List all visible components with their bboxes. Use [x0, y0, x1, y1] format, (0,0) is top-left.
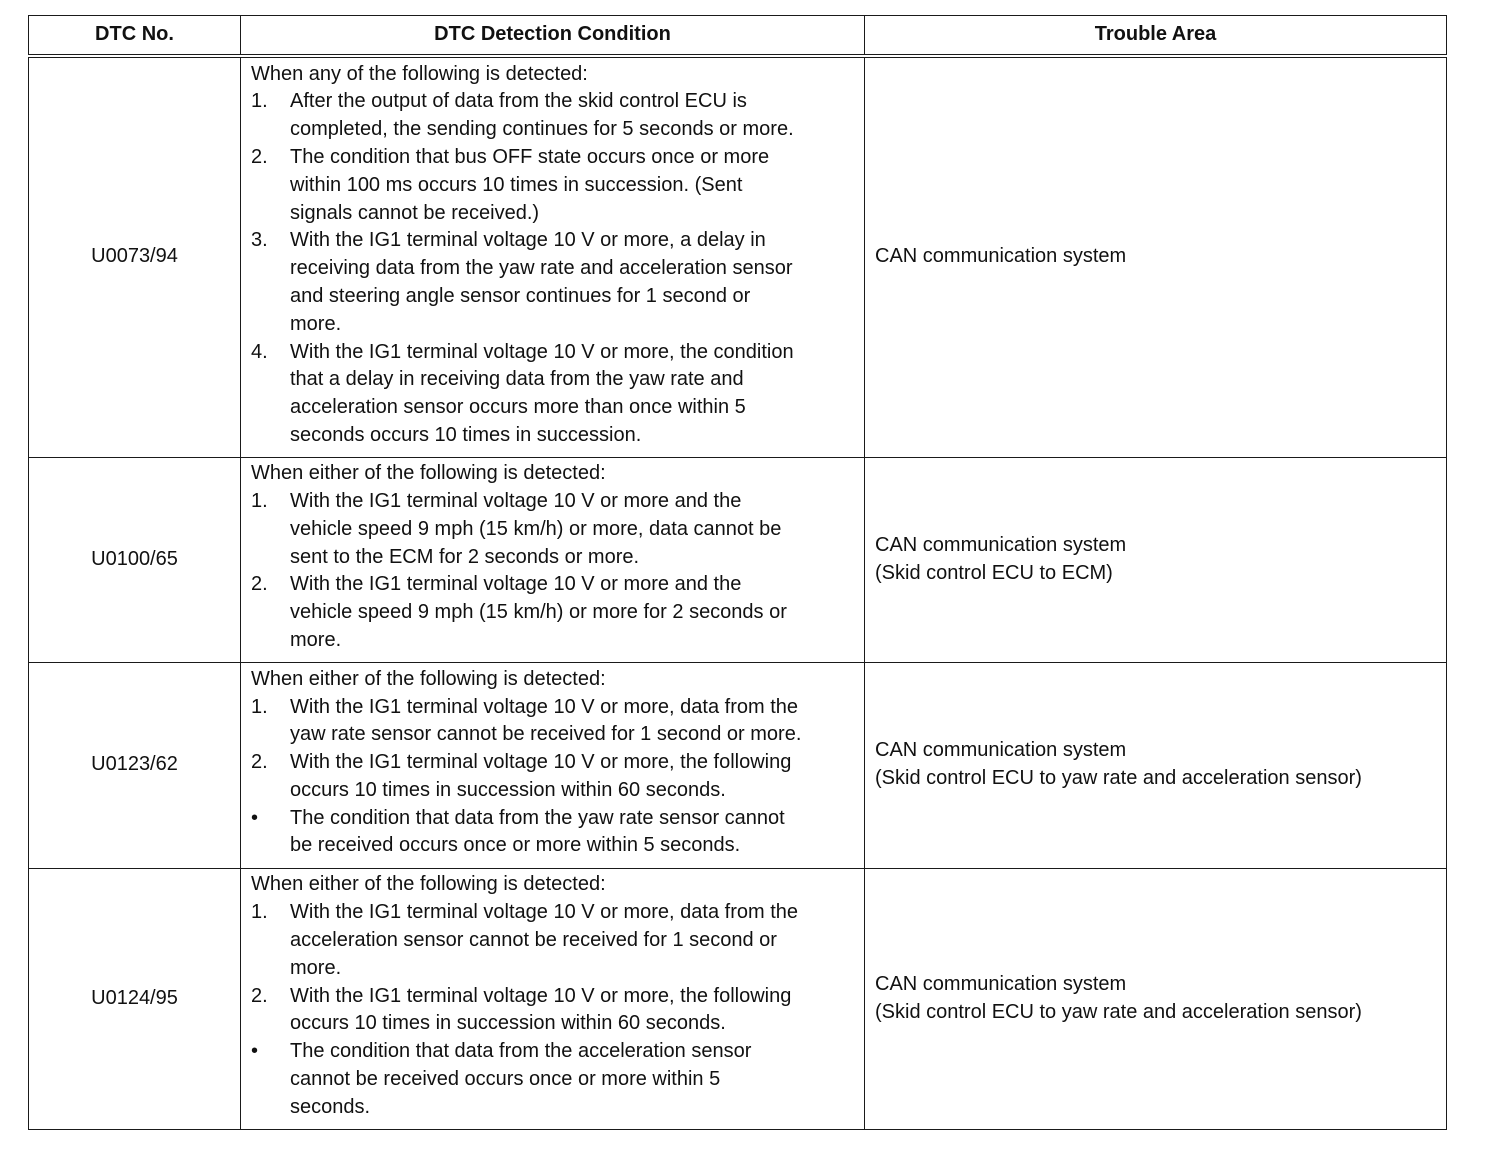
condition-line: With the IG1 terminal voltage 10 V or more, the following	[290, 984, 792, 1007]
trouble-area	[865, 457, 1447, 662]
condition-item-marker: 2.	[251, 146, 268, 169]
dtc-code: U0073/94	[29, 56, 241, 457]
condition-item	[251, 571, 856, 654]
condition-item-text	[290, 899, 856, 982]
condition-item-text	[290, 983, 856, 1039]
condition-line: receiving data from the yaw rate and acceleration sensor	[290, 257, 793, 280]
condition-item	[251, 144, 856, 227]
condition-line: sent to the ECM for 2 seconds or more.	[290, 545, 640, 568]
condition-line: seconds occurs 10 times in succession.	[290, 424, 642, 447]
condition-item-marker: 2.	[251, 751, 268, 774]
condition-line: With the IG1 terminal voltage 10 V or more, the condition	[290, 340, 794, 363]
trouble-area-line: (Skid control ECU to ECM)	[875, 561, 1113, 584]
condition-line: cannot be received occurs once or more within 5	[290, 1067, 721, 1090]
condition-line: more.	[290, 312, 342, 335]
condition-item-text	[290, 227, 856, 338]
condition-line: acceleration sensor occurs more than once within 5	[290, 396, 746, 419]
condition-item-marker: 4.	[251, 340, 268, 363]
condition-line: The condition that bus OFF state occurs once or more	[290, 146, 770, 169]
condition-line: more.	[290, 628, 342, 651]
condition-item-text	[290, 88, 856, 144]
condition-item-text	[290, 805, 856, 861]
condition-item-marker: 1.	[251, 490, 268, 512]
table-row	[29, 457, 1447, 662]
condition-intro: When either of the following is detected:	[251, 667, 606, 690]
condition-line: vehicle speed 9 mph (15 km/h) or more, data cannot be	[290, 517, 782, 540]
condition-item	[251, 899, 856, 982]
condition-line: With the IG1 terminal voltage 10 V or more, data from the	[290, 901, 799, 924]
trouble-area	[865, 56, 1447, 457]
condition-intro: When either of the following is detected:	[251, 873, 606, 896]
condition-item	[251, 805, 856, 861]
table-body	[29, 56, 1447, 1129]
detection-condition	[241, 457, 865, 662]
condition-line: acceleration sensor cannot be received for 1 second or	[290, 929, 777, 951]
condition-line: With the IG1 terminal voltage 10 V or more and the	[290, 573, 742, 596]
header-trouble-area: Trouble Area	[865, 16, 1447, 57]
condition-item-text	[290, 144, 856, 227]
detection-condition	[241, 868, 865, 1129]
condition-line: The condition that data from the yaw rate sensor cannot	[290, 806, 785, 829]
trouble-area-line: (Skid control ECU to yaw rate and acceleration sensor)	[875, 767, 1362, 789]
condition-item	[251, 749, 856, 805]
condition-line: more.	[290, 956, 342, 979]
trouble-area-line: CAN communication system	[875, 739, 1127, 762]
dtc-code: U0123/62	[29, 662, 241, 868]
header-detection-condition: DTC Detection Condition	[241, 16, 865, 57]
condition-item-marker: 2.	[251, 573, 268, 596]
condition-line: The condition that data from the acceleration sensor	[290, 1040, 752, 1063]
condition-item-text	[290, 749, 856, 805]
condition-intro: When any of the following is detected:	[251, 62, 588, 85]
dtc-table	[28, 15, 1447, 1130]
condition-item-marker: 1.	[251, 90, 268, 113]
condition-line: occurs 10 times in succession within 60 seconds.	[290, 1012, 726, 1035]
condition-item	[251, 694, 856, 750]
condition-line: occurs 10 times in succession within 60 seconds.	[290, 778, 726, 801]
table-row	[29, 56, 1447, 457]
condition-item-marker: 3.	[251, 229, 268, 252]
condition-item-text	[290, 488, 856, 571]
condition-item	[251, 983, 856, 1039]
table-row	[29, 868, 1447, 1129]
trouble-area-line: CAN communication system	[875, 533, 1127, 556]
condition-line: vehicle speed 9 mph (15 km/h) or more for 2 seconds or	[290, 601, 787, 624]
condition-item	[251, 1038, 856, 1121]
dtc-code: U0100/65	[29, 457, 241, 662]
condition-line: within 100 ms occurs 10 times in succession. (Sent	[290, 173, 743, 196]
trouble-area	[865, 662, 1447, 868]
condition-item-text	[290, 1038, 856, 1121]
trouble-area	[865, 868, 1447, 1129]
trouble-area-line: CAN communication system	[875, 972, 1127, 995]
condition-line: With the IG1 terminal voltage 10 V or more, data from the	[290, 695, 799, 718]
condition-line: With the IG1 terminal voltage 10 V or more, the following	[290, 751, 792, 774]
condition-item	[251, 339, 856, 450]
condition-item-marker: •	[251, 806, 259, 829]
condition-item-marker: 1.	[251, 901, 268, 924]
detection-condition	[241, 662, 865, 868]
header-dtc-no: DTC No.	[29, 16, 241, 57]
trouble-area-line: CAN communication system	[875, 245, 1127, 268]
condition-item-marker: •	[251, 1040, 259, 1063]
condition-item	[251, 227, 856, 338]
condition-line: be received occurs once or more within 5 seconds.	[290, 834, 741, 857]
condition-item-marker: 1.	[251, 695, 268, 718]
dtc-code: U0124/95	[29, 868, 241, 1129]
condition-item-marker: 2.	[251, 984, 268, 1007]
condition-item	[251, 88, 856, 144]
table-row	[29, 662, 1447, 868]
condition-line: With the IG1 terminal voltage 10 V or more, a delay in	[290, 229, 766, 252]
trouble-area-line: (Skid control ECU to yaw rate and acceleration sensor)	[875, 1000, 1362, 1023]
condition-line: seconds.	[290, 1095, 371, 1118]
condition-line: that a delay in receiving data from the yaw rate and	[290, 368, 744, 391]
condition-intro: When either of the following is detected:	[251, 462, 606, 485]
condition-item	[251, 488, 856, 571]
condition-item-text	[290, 694, 856, 750]
condition-line: With the IG1 terminal voltage 10 V or more and the	[290, 490, 742, 512]
condition-line: and steering angle sensor continues for 1 second or	[290, 285, 751, 308]
condition-line: signals cannot be received.)	[290, 201, 540, 224]
header-row	[29, 16, 1447, 57]
detection-condition	[241, 56, 865, 457]
condition-item-text	[290, 339, 856, 450]
condition-line: yaw rate sensor cannot be received for 1 second or more.	[290, 723, 802, 746]
condition-line: completed, the sending continues for 5 seconds or more.	[290, 118, 794, 141]
condition-item-text	[290, 571, 856, 654]
condition-line: After the output of data from the skid control ECU is	[290, 90, 747, 113]
